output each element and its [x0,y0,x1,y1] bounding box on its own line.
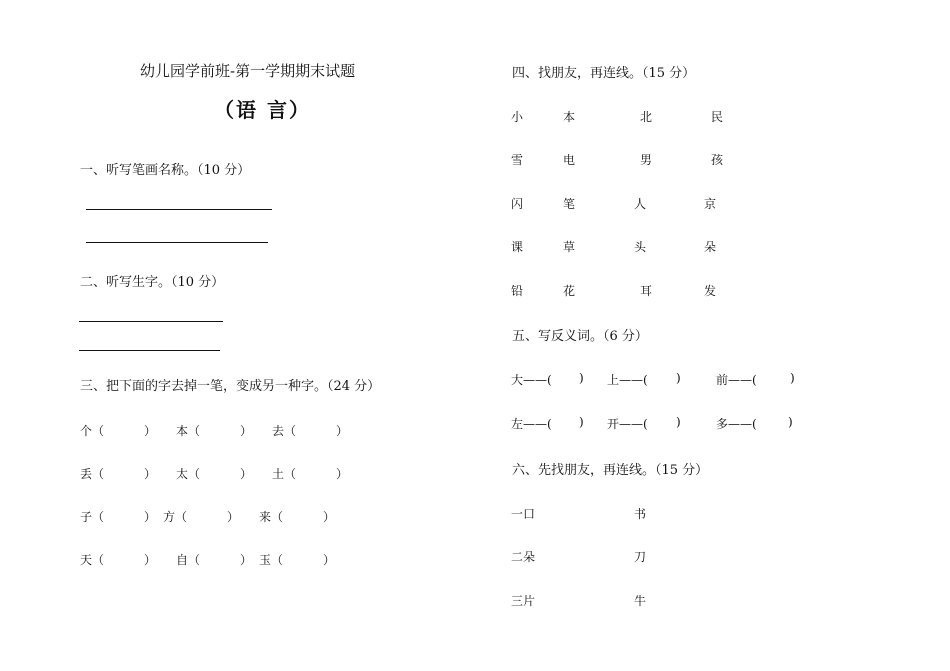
stroke-item: 太（ [176,467,201,481]
match-char: 小 [511,110,524,124]
antonym-item: 大——( [511,373,552,387]
match-char: 铅 [511,284,524,298]
stroke-bracket: ） [144,553,157,567]
stroke-bracket: ） [144,467,157,481]
stroke-bracket: ） [144,424,157,438]
stroke-bracket: ） [240,553,253,567]
section-3-heading: 三、把下面的字去掉一笔，变成另一种字。（24 分） [80,379,381,394]
stroke-bracket: ） [240,424,253,438]
match-char: 闪 [511,197,524,211]
match-char: 孩 [711,153,724,167]
antonym-item: 上——( [607,373,648,387]
section-4-heading: 四、找朋友，再连线。（15 分） [512,66,696,81]
match-char: 人 [634,197,647,211]
match-char: 发 [704,284,717,298]
match-char: 电 [563,153,576,167]
antonym-item: 左——( [511,417,552,431]
match-word: 书 [634,507,647,521]
stroke-item: 子（ [80,510,105,524]
exam-subtitle: （语 言） [214,98,311,122]
match-char: 头 [634,240,647,254]
match-word: 牛 [634,594,647,608]
answer-line [79,321,223,322]
section-5-heading: 五、写反义词。（6 分） [512,329,648,344]
antonym-item: 多——( [716,417,757,431]
section-1-heading: 一、听写笔画名称。（10 分） [80,163,251,178]
antonym-bracket: ) [676,415,681,429]
stroke-bracket: ） [336,424,349,438]
stroke-item: 方（ [163,510,188,524]
match-char: 花 [563,284,576,298]
match-char: 北 [640,110,653,124]
match-char: 民 [711,110,724,124]
match-word: 一口 [511,507,536,521]
antonym-bracket: ) [788,415,793,429]
stroke-item: 天（ [80,553,105,567]
answer-line [86,209,272,210]
antonym-item: 前——( [716,373,757,387]
match-char: 朵 [704,240,717,254]
stroke-bracket: ） [227,510,240,524]
match-char: 雪 [511,153,524,167]
section-6-heading: 六、先找朋友，再连线。（15 分） [512,463,709,478]
stroke-bracket: ） [144,510,157,524]
antonym-item: 开——( [607,417,648,431]
stroke-item: 来（ [259,510,284,524]
stroke-item: 本（ [176,424,201,438]
match-word: 三片 [511,594,536,608]
match-word: 刀 [634,550,647,564]
antonym-bracket: ) [790,371,795,385]
stroke-bracket: ） [323,553,336,567]
stroke-item: 土（ [272,467,297,481]
match-char: 京 [704,197,717,211]
match-word: 二朵 [511,550,536,564]
antonym-bracket: ) [579,415,584,429]
antonym-bracket: ) [676,371,681,385]
stroke-item: 玉（ [259,553,284,567]
stroke-bracket: ） [336,467,349,481]
antonym-bracket: ) [579,371,584,385]
exam-title: 幼儿园学前班-第一学期期末试题 [140,62,356,80]
stroke-bracket: ） [323,510,336,524]
match-char: 草 [563,240,576,254]
stroke-item: 自（ [176,553,201,567]
stroke-item: 个（ [80,424,105,438]
match-char: 课 [511,240,524,254]
stroke-item: 去（ [272,424,297,438]
stroke-bracket: ） [240,467,253,481]
match-char: 本 [563,110,576,124]
match-char: 笔 [563,197,576,211]
match-char: 耳 [640,284,653,298]
section-2-heading: 二、听写生字。（10 分） [80,275,225,290]
answer-line [79,350,220,351]
answer-line [86,242,268,243]
match-char: 男 [640,153,653,167]
stroke-item: 丢（ [80,467,105,481]
